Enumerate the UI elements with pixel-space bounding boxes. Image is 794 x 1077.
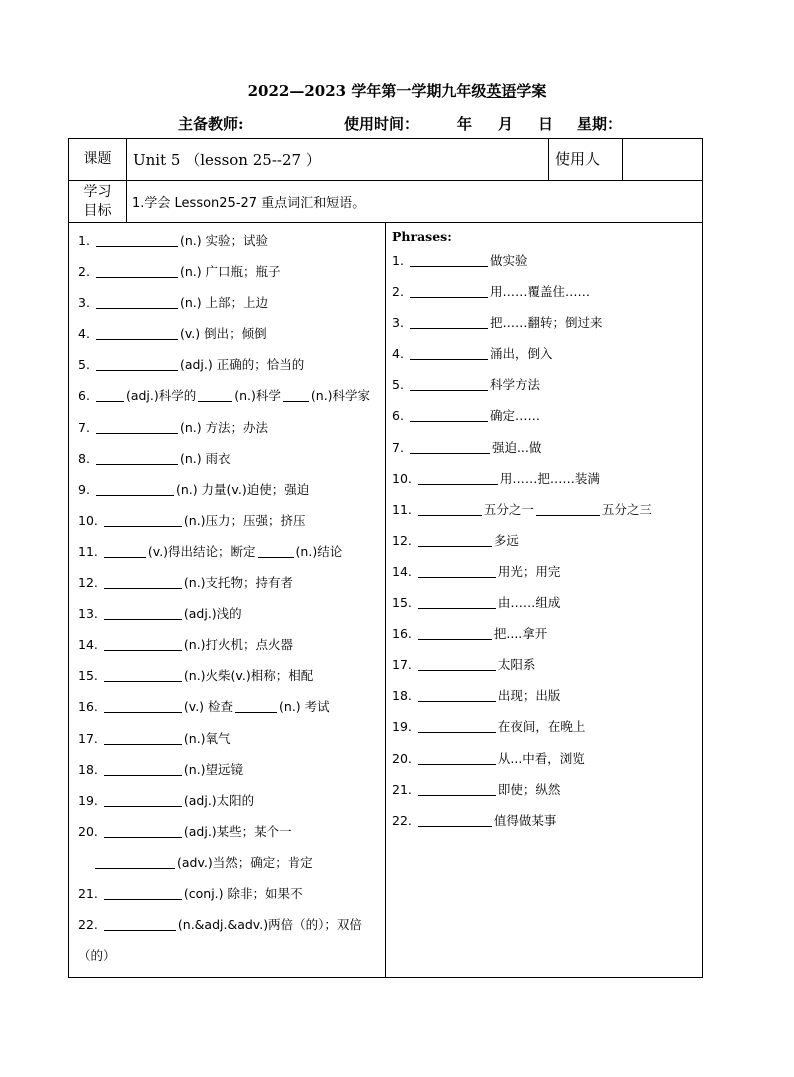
phrase-item xyxy=(386,649,702,680)
item-number: 1. xyxy=(78,233,90,248)
item-meaning: 多远 xyxy=(493,532,519,548)
phrase-item xyxy=(386,245,702,276)
item-number: 7. xyxy=(392,439,404,455)
time-label: 使用时间： xyxy=(344,115,420,133)
item-label: (v.) 检查 xyxy=(183,699,234,715)
item-number: 12. xyxy=(392,532,412,548)
answer-blank[interactable] xyxy=(283,387,309,402)
item-meaning: 用……覆盖住…… xyxy=(489,284,590,300)
item-meaning: (adv.)当然；确定；肯定 xyxy=(177,854,313,870)
answer-blank[interactable] xyxy=(104,636,182,651)
answer-blank[interactable] xyxy=(418,594,496,609)
item-meaning: (n.) 广口瓶；瓶子 xyxy=(179,264,281,280)
answer-blank[interactable] xyxy=(418,656,496,671)
answer-blank[interactable] xyxy=(198,387,232,402)
item-number: 11. xyxy=(78,543,98,559)
item-meaning: (n.)望远镜 xyxy=(183,761,244,777)
vocab-item xyxy=(69,847,385,878)
answer-blank[interactable] xyxy=(410,376,488,391)
item-meaning: (v.) 倒出；倾倒 xyxy=(179,326,267,342)
topic-label: 课题 xyxy=(69,139,127,181)
item-number: 20. xyxy=(392,750,412,766)
item-label: (v.)得出结论；断定 xyxy=(147,543,256,559)
item-label: (adj.)科学的 xyxy=(125,388,197,404)
item-meaning: 用……把……装满 xyxy=(499,470,600,486)
answer-blank[interactable] xyxy=(96,481,174,496)
item-meaning: (n.) 方法；办法 xyxy=(179,419,269,435)
vocab-item xyxy=(69,567,385,598)
phrase-item xyxy=(386,805,702,836)
phrase-item xyxy=(386,494,702,525)
answer-blank[interactable] xyxy=(96,419,178,434)
goal-label xyxy=(69,181,127,223)
title-suffix: 学案 xyxy=(516,82,547,100)
item-meaning: (adj.)某些；某个一 xyxy=(183,823,292,839)
item-number: 1. xyxy=(392,253,404,268)
item-number: 8. xyxy=(78,450,90,466)
vocab-item xyxy=(69,505,385,536)
goal-value: 1.学会 Lesson25-27 重点词汇和短语。 xyxy=(127,181,703,223)
vocab-item xyxy=(69,785,385,816)
item-meaning: (n.)氧气 xyxy=(183,730,231,746)
answer-blank[interactable] xyxy=(104,823,182,838)
item-meaning: (n.) 雨衣 xyxy=(179,450,231,466)
item-number: 21. xyxy=(392,781,412,797)
answer-blank[interactable] xyxy=(418,563,496,578)
answer-blank[interactable] xyxy=(235,698,277,713)
answer-blank[interactable] xyxy=(258,543,294,558)
item-meaning: 从...中看，浏览 xyxy=(497,750,585,766)
item-meaning: (n.) 力量(v.)迫使；强迫 xyxy=(175,481,310,497)
item-number: 4. xyxy=(392,346,404,362)
goal-label-line2: 目标 xyxy=(83,202,112,219)
item-label: (n.)结论 xyxy=(295,543,343,559)
answer-blank[interactable] xyxy=(410,252,488,267)
answer-blank[interactable] xyxy=(410,407,488,422)
item-number: 3. xyxy=(392,315,404,331)
phrase-item xyxy=(386,680,702,711)
vocab-item xyxy=(69,318,385,349)
item-number: 2. xyxy=(78,264,90,280)
item-meaning: (n.) 实验；试验 xyxy=(179,233,269,248)
phrase-item xyxy=(386,618,702,649)
item-number: 22. xyxy=(78,917,98,933)
vocab-item xyxy=(69,536,385,567)
item-meaning: (n.&adj.&adv.)两倍（的）；双倍 xyxy=(177,917,362,933)
answer-blank[interactable] xyxy=(104,512,182,527)
answer-blank[interactable] xyxy=(104,605,182,620)
month-label: 月 xyxy=(498,115,514,133)
item-number: 19. xyxy=(78,792,98,808)
item-label: (n.) 考试 xyxy=(279,699,330,715)
answer-blank[interactable] xyxy=(410,314,488,329)
answer-blank[interactable] xyxy=(96,450,178,465)
vocab-item xyxy=(69,816,385,847)
title-text: 2022—2023 学年第一学期九年级 xyxy=(247,82,487,100)
item-number: 19. xyxy=(392,719,412,735)
item-meaning: (n.)压力；压强；挤压 xyxy=(183,512,306,528)
answer-blank[interactable] xyxy=(96,325,178,340)
answer-blank[interactable] xyxy=(410,283,488,298)
phrase-item xyxy=(386,711,702,742)
answer-blank[interactable] xyxy=(418,781,496,796)
item-number: 18. xyxy=(78,761,98,777)
item-label: (n.)科学家 xyxy=(310,388,371,404)
item-number: 10. xyxy=(392,470,412,486)
item-meaning: 由……组成 xyxy=(497,595,561,611)
phrase-item xyxy=(386,556,702,587)
item-meaning: (n.) 上部；上边 xyxy=(179,295,269,311)
vocab-item xyxy=(69,225,385,256)
answer-blank[interactable] xyxy=(418,687,496,702)
phrase-item xyxy=(386,774,702,805)
item-meaning: 太阳系 xyxy=(497,657,536,673)
item-number: 6. xyxy=(392,408,404,424)
page-title xyxy=(0,80,794,101)
item-meaning: 值得做某事 xyxy=(493,812,557,828)
vocabulary-list xyxy=(69,223,385,971)
item-number: 15. xyxy=(392,595,412,611)
vocab-item xyxy=(69,660,385,691)
worksheet-table xyxy=(68,138,703,978)
answer-blank[interactable] xyxy=(104,730,182,745)
answer-blank[interactable] xyxy=(104,574,182,589)
phrases-heading: Phrases: xyxy=(392,229,452,244)
item-number: 12. xyxy=(78,575,98,591)
item-meaning: 用光；用完 xyxy=(497,563,561,579)
day-label: 日 xyxy=(538,115,554,133)
phrase-item xyxy=(386,276,702,307)
item-label: (n.)科学 xyxy=(234,388,281,404)
answer-blank[interactable] xyxy=(418,750,496,765)
item-meaning: (conj.) 除非；如果不 xyxy=(183,885,303,901)
item-number: 7. xyxy=(78,419,90,435)
item-number: 17. xyxy=(392,657,412,673)
answer-blank[interactable] xyxy=(104,543,146,558)
item-meaning: 把....拿开 xyxy=(493,626,548,642)
item-meaning: (n.)火柴(v.)相称；相配 xyxy=(183,668,314,684)
item-number: 4. xyxy=(78,326,90,342)
answer-blank[interactable] xyxy=(410,439,490,454)
item-number: （的） xyxy=(78,948,116,964)
item-number: 17. xyxy=(78,730,98,746)
answer-blank[interactable] xyxy=(95,854,175,869)
vocab-item xyxy=(69,691,385,722)
item-number: 16. xyxy=(392,626,412,642)
item-number: 10. xyxy=(78,512,98,528)
answer-blank[interactable] xyxy=(104,916,176,931)
vocabulary-column xyxy=(69,223,386,978)
item-label: 五分之一 xyxy=(483,501,534,517)
item-number: 5. xyxy=(392,377,404,393)
item-meaning: 即使；纵然 xyxy=(497,781,561,797)
item-meaning: (adj.)浅的 xyxy=(183,606,242,622)
user-label: 使用人 xyxy=(549,139,623,181)
item-number: 9. xyxy=(78,481,90,497)
item-number: 14. xyxy=(78,637,98,653)
vocab-item xyxy=(69,412,385,443)
answer-blank[interactable] xyxy=(104,761,182,776)
phrase-item xyxy=(386,525,702,556)
vocab-item xyxy=(69,909,385,940)
answer-blank[interactable] xyxy=(104,698,182,713)
item-meaning: 做实验 xyxy=(489,253,528,268)
item-number: 16. xyxy=(78,699,98,715)
teacher-label: 主备教师: xyxy=(178,115,244,133)
year-label: 年 xyxy=(457,115,473,133)
phrase-item xyxy=(386,307,702,338)
vocab-item xyxy=(69,878,385,909)
phrases-list xyxy=(386,245,702,836)
phrase-item xyxy=(386,432,702,463)
answer-blank[interactable] xyxy=(104,885,182,900)
item-number: 3. xyxy=(78,295,90,311)
phrase-item xyxy=(386,400,702,431)
answer-blank[interactable] xyxy=(104,667,182,682)
item-meaning: 在夜间，在晚上 xyxy=(497,719,586,735)
item-number: 13. xyxy=(78,606,98,622)
item-meaning: (n.)打火机；点火器 xyxy=(183,637,294,653)
item-meaning: (adj.) 正确的；恰当的 xyxy=(179,357,305,373)
phrase-item xyxy=(386,743,702,774)
vocab-item xyxy=(69,598,385,629)
answer-blank[interactable] xyxy=(96,232,178,247)
item-meaning: 科学方法 xyxy=(489,377,540,393)
vocab-item xyxy=(69,443,385,474)
answer-blank[interactable] xyxy=(96,294,178,309)
vocab-item xyxy=(69,349,385,380)
item-meaning: 确定…… xyxy=(489,408,540,424)
item-number: 22. xyxy=(392,812,412,828)
item-meaning: (n.)支托物；持有者 xyxy=(183,575,294,591)
answer-blank[interactable] xyxy=(104,792,182,807)
vocab-item xyxy=(69,629,385,660)
answer-blank[interactable] xyxy=(96,356,178,371)
goal-label-line1: 学习 xyxy=(83,183,112,200)
answer-blank[interactable] xyxy=(418,501,482,516)
item-meaning: 强迫...做 xyxy=(491,439,542,455)
vocab-item xyxy=(69,380,385,411)
vocab-item xyxy=(69,940,385,971)
vocab-item xyxy=(69,723,385,754)
answer-blank[interactable] xyxy=(418,532,492,547)
answer-blank[interactable] xyxy=(418,812,492,827)
answer-blank[interactable] xyxy=(418,718,496,733)
item-label: 五分之三 xyxy=(601,501,652,517)
item-number: 6. xyxy=(78,388,90,404)
vocab-item xyxy=(69,474,385,505)
phrases-column xyxy=(386,223,703,978)
item-number: 2. xyxy=(392,284,404,300)
vocab-item xyxy=(69,256,385,287)
item-number: 5. xyxy=(78,357,90,373)
item-number: 18. xyxy=(392,688,412,704)
phrase-item xyxy=(386,369,702,400)
vocab-item xyxy=(69,287,385,318)
answer-blank[interactable] xyxy=(96,263,178,278)
item-number: 15. xyxy=(78,668,98,684)
item-number: 11. xyxy=(392,501,412,517)
item-number: 20. xyxy=(78,823,98,839)
phrase-item xyxy=(386,463,702,494)
answer-blank[interactable] xyxy=(418,625,492,640)
answer-blank[interactable] xyxy=(536,501,600,516)
item-meaning: 出现；出版 xyxy=(497,688,561,704)
title-subject: 英语 xyxy=(486,82,517,100)
item-meaning: 涌出，倒入 xyxy=(489,346,553,362)
user-value-cell[interactable] xyxy=(623,139,703,181)
item-meaning: 把……翻转；倒过来 xyxy=(489,315,603,331)
phrase-item xyxy=(386,587,702,618)
answer-blank[interactable] xyxy=(410,345,488,360)
answer-blank[interactable] xyxy=(96,387,124,402)
item-number: 21. xyxy=(78,885,98,901)
item-meaning: (adj.)太阳的 xyxy=(183,792,255,808)
topic-value: Unit 5 （lesson 25--27 ） xyxy=(127,139,549,181)
item-number: 14. xyxy=(392,563,412,579)
vocab-item xyxy=(69,754,385,785)
phrase-item xyxy=(386,338,702,369)
answer-blank[interactable] xyxy=(418,470,498,485)
weekday-label: 星期： xyxy=(577,115,623,133)
